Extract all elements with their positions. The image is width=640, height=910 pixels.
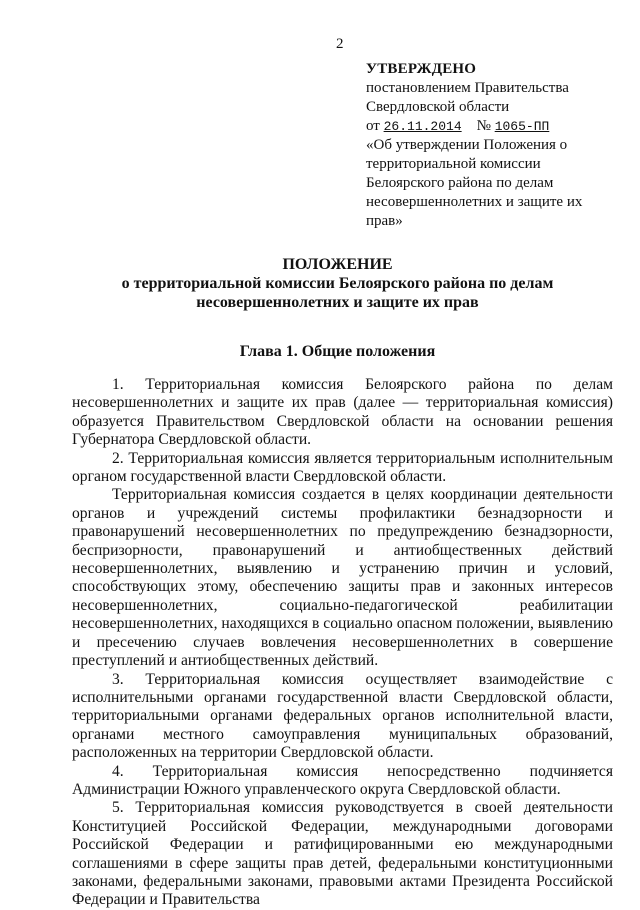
approval-date-line bbox=[366, 117, 616, 136]
paragraph-1: 1. Территориальная комиссия Белоярского района по делам несовершеннолетних и защите их прав (далее — территориальная комиссия) образуется Правительством Свердловской области на основании решения Губернатора Свердловской области. bbox=[72, 376, 613, 449]
paragraph-5: 4. Территориальная комиссия непосредственно подчиняется Администрации Южного управленческого округа Свердловской области. bbox=[72, 762, 613, 798]
chapter-heading: Глава 1. Общие положения bbox=[239, 343, 436, 360]
paragraph-2: 2. Территориальная комиссия является территориальным исполнительным органом государственной власти Свердловской области. bbox=[72, 449, 613, 486]
number-prefix: № bbox=[476, 118, 491, 134]
document-title: ПОЛОЖЕНИЕ bbox=[282, 256, 393, 273]
document-title-block bbox=[60, 255, 615, 312]
date-prefix: от bbox=[366, 118, 380, 134]
resolution-title: «Об утверждении Положения о территориальной комиссии Белоярского района по делам несовершеннолетних и защите их прав» bbox=[366, 137, 583, 229]
approval-line-1: постановлением Правительства bbox=[366, 80, 569, 96]
paragraph-3: Территориальная комиссия создается в целях координации деятельности органов и учреждений системы профилактики безнадзорности и правонарушений несовершеннолетних по предупреждению безнадзорности, беспризорности, правонарушений и антиобщественных действий несовершеннолетних, выявлению и устранению причин и условий, способствующих этому, обеспечению защиты прав и законных интересов несовершеннолетних, социально-педагогической реабилитации несовершеннолетних, находящихся в социально опасном положении, выявлению и пресечению случаев вовлечения несовершеннолетних в совершение преступлений и антиобщественных действий. bbox=[72, 486, 613, 670]
approval-block bbox=[366, 60, 616, 231]
document-body bbox=[72, 376, 613, 910]
paragraph-4: 3. Территориальная комиссия осуществляет взаимодействие с исполнительными органами государственной власти Свердловской области, территориальными органами федеральных органов исполнительной власти, органами местного самоуправления муниципальных образований, расположенных на территории Свердловской области. bbox=[72, 670, 613, 762]
approval-number: 1065-ПП bbox=[494, 119, 550, 134]
page-number: 2 bbox=[336, 36, 344, 52]
document-subtitle: о территориальной комиссии Белоярского района по делам несовершеннолетних и защите их прав bbox=[121, 275, 554, 311]
paragraph-6: 5. Территориальная комиссия руководствуется в своей деятельности Конституцией Российской Федерации, международными договорами Российской Федерации и ратифицированными ею международными соглашениями в сфере защиты прав детей, федеральными конституционными законами, федеральными законами, правовыми актами Президента Российской Федерации и Правительства bbox=[72, 799, 613, 909]
approval-date: 26.11.2014 bbox=[383, 119, 462, 134]
approved-heading: УТВЕРЖДЕНО bbox=[366, 61, 477, 77]
approval-line-2: Свердловской области bbox=[366, 99, 510, 115]
